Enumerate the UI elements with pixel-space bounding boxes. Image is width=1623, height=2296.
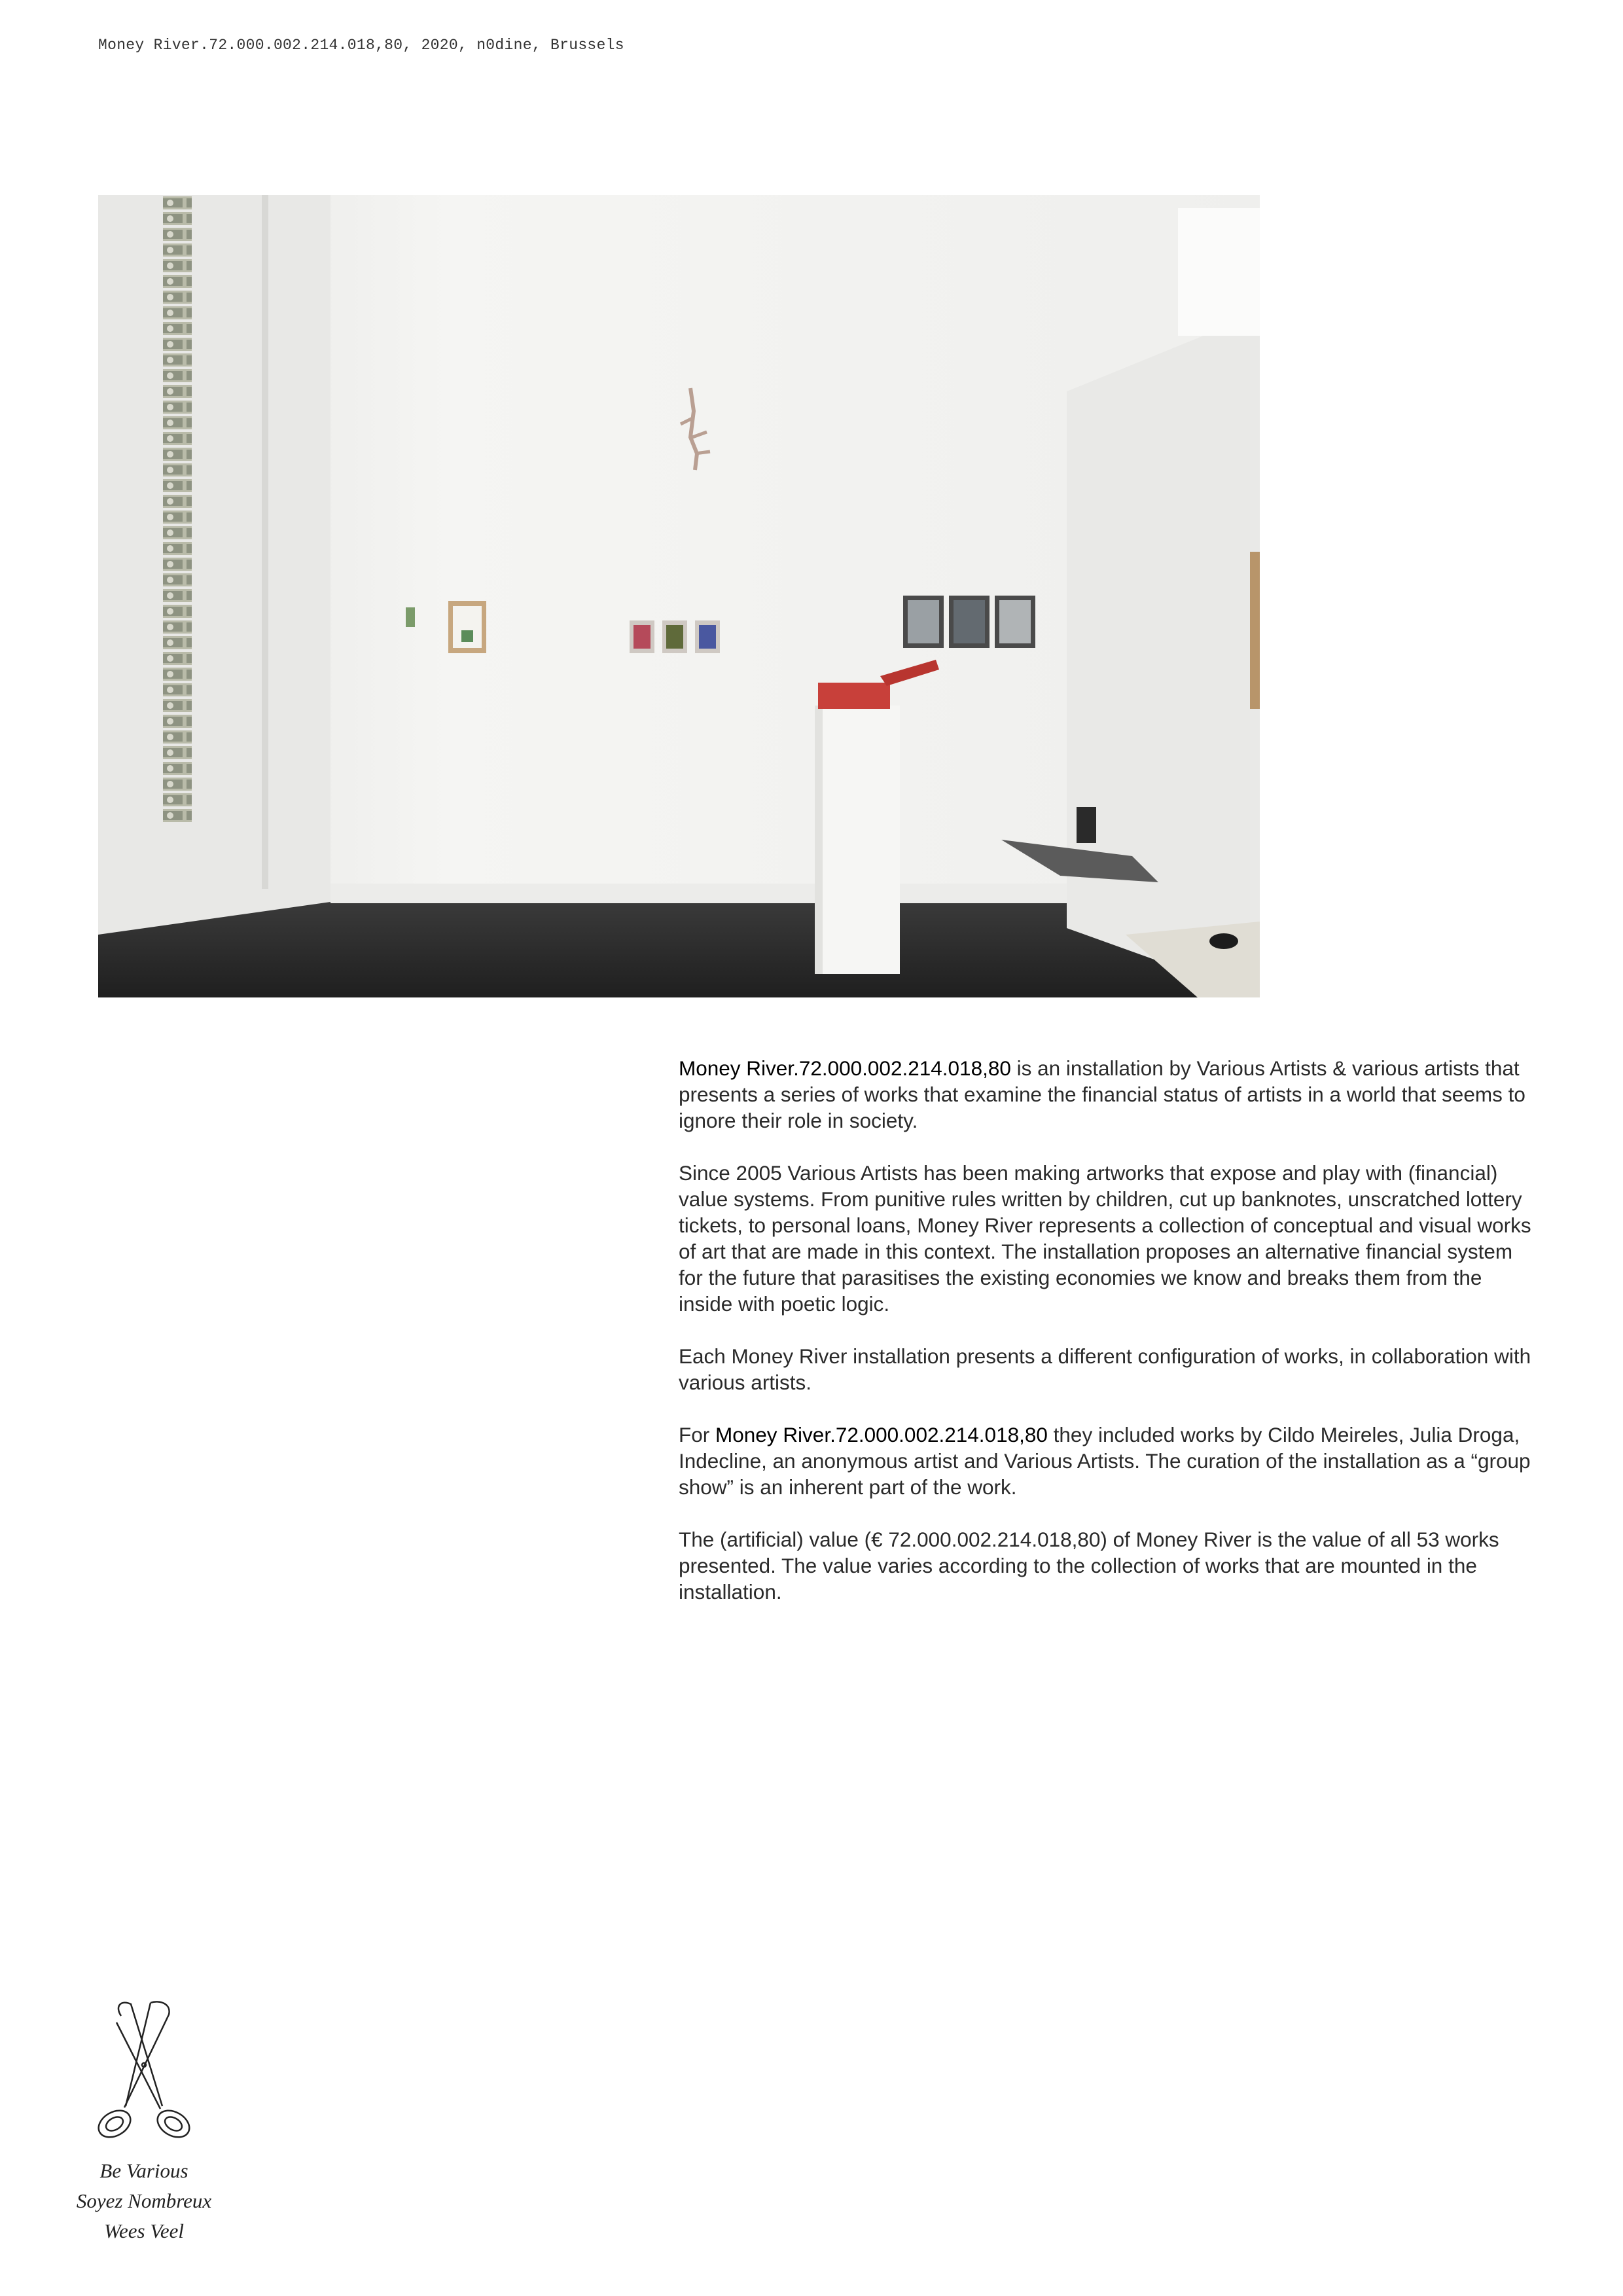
left-column-wall <box>98 195 330 954</box>
paragraph-value: The (artificial) value (€ 72.000.002.214.018,80) of Money River is the value of all 53 works presented. The value varies according to the collection of works that are mounted in the installation. <box>679 1528 1499 1604</box>
body-text <box>679 1055 1539 1631</box>
installation-photo <box>98 195 1260 997</box>
motto-line: Be Various <box>99 2159 188 2182</box>
motto-line: Wees Veel <box>104 2219 184 2242</box>
various-artists-logo <box>65 1996 223 2246</box>
motto-line: Soyez Nombreux <box>76 2189 212 2212</box>
paragraph-history: Since 2005 Various Artists has been making artworks that expose and play with (financial) value systems. From punitive rules written by children, cut up banknotes, unscratched lottery tickets, to personal loans, Money River represents a collection of conceptual and visual works of art that are made in this context. The installation proposes an alternative financial system for the future that parasitises the existing economies we know and breaks them from the inside with poetic logic. <box>679 1161 1531 1316</box>
paragraph-configuration: Each Money River installation presents a different configuration of works, in collaboration with various artists. <box>679 1344 1531 1394</box>
partition-wall <box>1067 313 1260 997</box>
plinth <box>815 706 900 974</box>
pipe <box>262 195 268 889</box>
work-title: Money River.72.000.002.214.018,80 <box>679 1056 1011 1080</box>
banknote-column <box>163 195 192 823</box>
work-title: Money River.72.000.002.214.018,80 <box>715 1423 1048 1446</box>
red-box <box>818 683 890 709</box>
frame-edge <box>1250 552 1260 709</box>
logo-motto <box>65 2156 223 2246</box>
crossed-scissors-icon <box>85 1996 203 2147</box>
small-object <box>406 607 415 627</box>
paragraph-participants: For Money River.72.000.002.214.018,80 they included works by Cildo Meireles, Julia Droga, Indecline, an anonymous artist and Various Artists. The curation of the installation as a “group show” is an inherent part of the work. <box>679 1423 1531 1499</box>
paragraph-intro: Money River.72.000.002.214.018,80 is an installation by Various Artists & various artists that presents a series of works that examine the financial status of artists in a world that seems to ignore their role in society. <box>679 1056 1525 1132</box>
page-caption: Money River.72.000.002.214.018,80, 2020, n0dine, Brussels <box>98 37 624 54</box>
